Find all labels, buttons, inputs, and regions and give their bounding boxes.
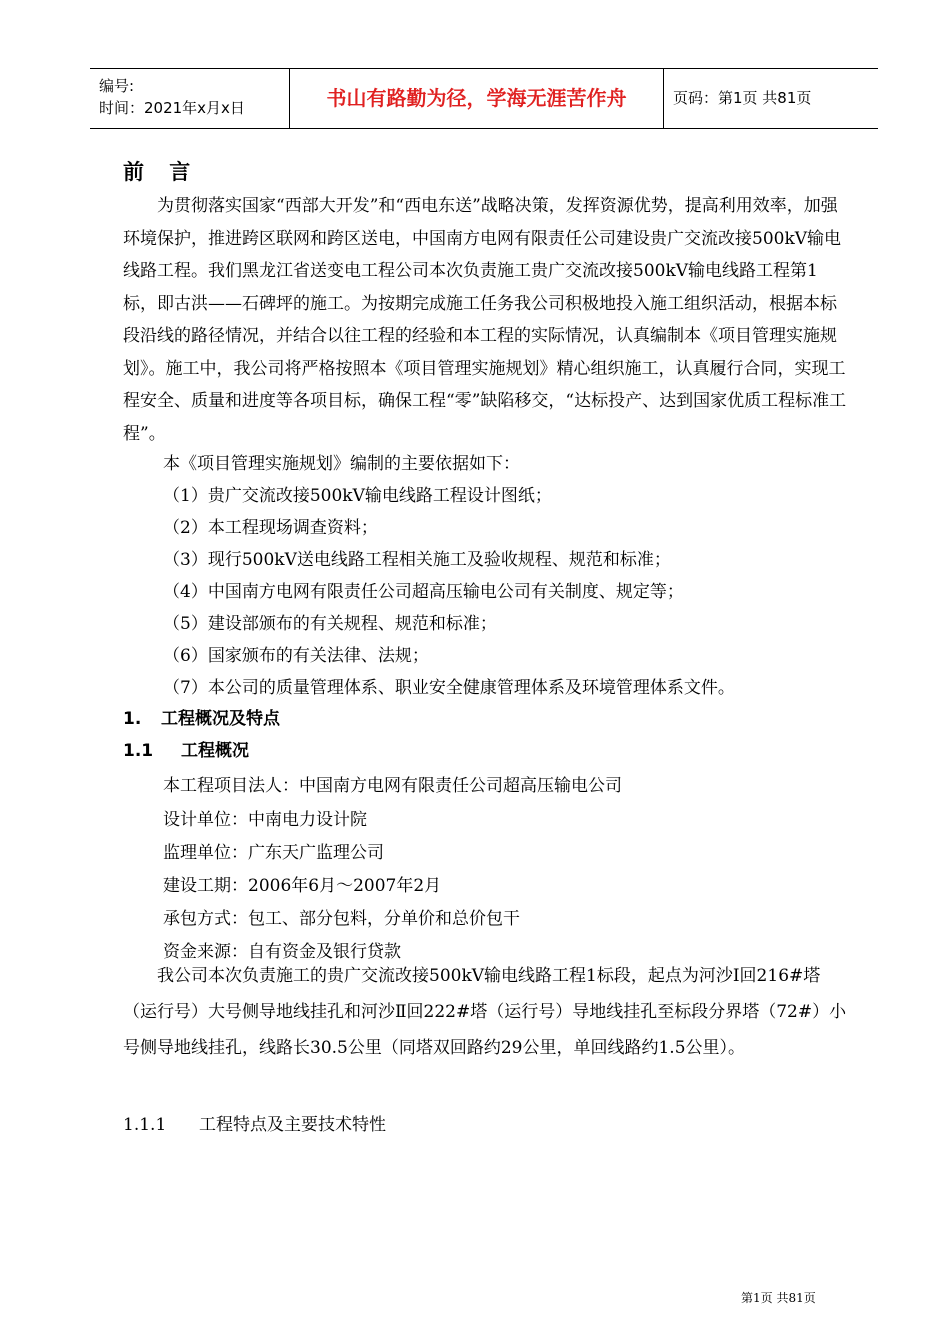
fact-line: 监理单位：广东天广监理公司 [163,843,384,863]
section-number: 1.1.1 [123,1115,167,1135]
header-number-label: 编号: [99,77,135,95]
header-meta [90,69,290,128]
basis-item: （7）本公司的质量管理体系、职业安全健康管理体系及环境管理体系文件。 [163,678,735,698]
basis-intro: 本《项目管理实施规划》编制的主要依据如下： [163,454,520,474]
fact-line: 资金来源：自有资金及银行贷款 [163,942,401,962]
project-paragraph: 我公司本次负责施工的贵广交流改接500kV输电线路工程1标段，起点为河沙Ⅰ回216#塔（运行号）大号侧导地线挂孔和河沙Ⅱ回222#塔（运行号）导地线挂孔至标段分界塔（72#）小号侧导地线挂孔，线路长30.5公里（同塔双回路约29公里，单回线路约1.5公里）。 [123,966,847,1058]
basis-item: （5）建设部颁布的有关规程、规范和标准； [163,614,497,634]
page-header [90,68,878,129]
basis-item: （6）国家颁布的有关法律、法规； [163,646,429,666]
page-footer: 第1页 共81页 [741,1291,816,1305]
header-page-label: 页码：第1页 共81页 [673,89,812,107]
section-1-1-1-heading [123,1110,386,1135]
section-title: 工程概况及特点 [161,709,280,729]
basis-item: （2）本工程现场调查资料； [163,518,378,538]
section-1-1-heading [123,736,249,761]
preface-paragraph: 为贯彻落实国家“西部大开发”和“西电东送”战略决策，发挥资源优势，提高利用效率，加强环境保护，推进跨区联网和跨区送电，中国南方电网有限责任公司建设贵广交流改接500kV输电线路工程。我们黑龙江省送变电工程公司本次负责施工贵广交流改接500kV输电线路工程第1标，即古洪——石碑坪的施工。为按期完成施工任务我公司积极地投入施工组织活动，根据本标段沿线的路径情况，并结合以往工程的经验和本工程的实际情况，认真编制本《项目管理实施规划》。施工中，我公司将严格按照本《项目管理实施规划》精心组织施工，认真履行合同，实现工程安全、质量和进度等各项目标，确保工程“零”缺陷移交，“达标投产、达到国家优质工程标准工程”。 [123,196,847,444]
section-title: 工程特点及主要技术特性 [199,1115,386,1135]
section-1-heading [123,704,280,729]
fact-line: 承包方式：包工、部分包料，分单价和总价包干 [163,909,520,929]
fact-line: 建设工期：2006年6月～2007年2月 [163,876,442,896]
section-title: 工程概况 [181,741,249,761]
basis-item: （3）现行500kV送电线路工程相关施工及验收规程、规范和标准； [163,550,671,570]
preface-title: 前 言 [123,160,200,184]
fact-line: 设计单位：中南电力设计院 [163,810,367,830]
basis-item: （1）贵广交流改接500kV输电线路工程设计图纸； [163,486,552,506]
section-number: 1.1 [123,741,154,761]
header-motto: 书山有路勤为径，学海无涯苦作舟 [290,69,664,128]
header-time-label: 时间：2021年x月x日 [99,99,245,117]
fact-line: 本工程项目法人：中国南方电网有限责任公司超高压输电公司 [163,776,622,796]
basis-item: （4）中国南方电网有限责任公司超高压输电公司有关制度、规定等； [163,582,684,602]
section-number: 1. [123,709,142,729]
